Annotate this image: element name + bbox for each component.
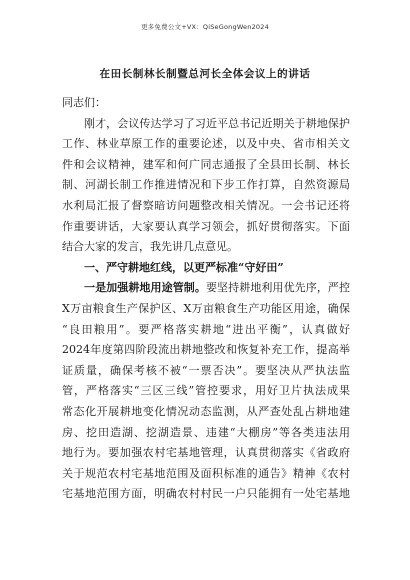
subsection-lead: 一是加强耕地用途管制。	[84, 281, 206, 295]
paragraph-line: 关于规范农村宅基地范围及面积标准的通告》精神《农村	[62, 466, 350, 480]
document-body	[62, 93, 350, 505]
paragraph-line: “良田粮用”。要严格落实耕地“进出平衡”，认真做好	[62, 322, 350, 336]
subsection-lead-rest: 要坚持耕地利用优先序，严控	[205, 281, 350, 295]
paragraph-line: 常态化开展耕地变化情况动态监测，从严查处乱占耕地建	[62, 404, 350, 418]
paragraph-line: 2024年度第四阶段流出耕地整改和恢复补充工作，提高举	[62, 343, 350, 357]
paragraph-line: X万亩粮食生产保护区、X万亩粮食生产功能区用途，确保	[62, 301, 350, 315]
paragraph-line: 水利局汇报了督察暗访问题整改相关情况。一会书记还将	[62, 198, 350, 212]
salutation: 同志们：	[62, 96, 106, 109]
section-heading: 一、严守耕地红线，以更严标准“守好田”	[84, 260, 284, 274]
paragraph-line: 件和会议精神，建军和何广同志通报了全县田长制、林长	[62, 157, 350, 171]
paragraph-line: 地行为。要加强农村宅基地管理，认真贯彻落实《省政府	[62, 446, 350, 460]
document-title: 在田长制林长制暨总河长全体会议上的讲话	[99, 68, 311, 80]
paragraph-line: 管，严格落实“三区三线”管控要求，用好卫片执法成果	[62, 384, 350, 398]
header-note: 更多免费公文+VX：QiSeGongWen2024	[141, 23, 269, 31]
paragraph-line: 工作、林业草原工作的重要论述，以及中央、省市相关文	[62, 137, 350, 151]
subsection-first-line	[62, 278, 350, 299]
paragraph-line: 作重要讲话，大家要认真学习领会，抓好贯彻落实。下面	[62, 219, 350, 233]
paragraph-line: 制、河湖长制工作推进情况和下步工作打算，自然资源局	[62, 178, 350, 192]
paragraph-line: 房、挖田造湖、挖湖造景、违建“大棚房”等各类违法用	[62, 425, 350, 439]
paragraph-line: 刚才，会议传达学习了习近平总书记近期关于耕地保护	[84, 116, 350, 130]
paragraph-line: 宅基地范围方面，明确农村村民一户只能拥有一处宅基地	[62, 487, 350, 501]
paragraph-line: 证质量，确保考核不被“一票否决”。要坚决从严执法监	[62, 363, 350, 377]
paragraph-line: 结合大家的发言，我先讲几点意见。	[62, 240, 238, 254]
